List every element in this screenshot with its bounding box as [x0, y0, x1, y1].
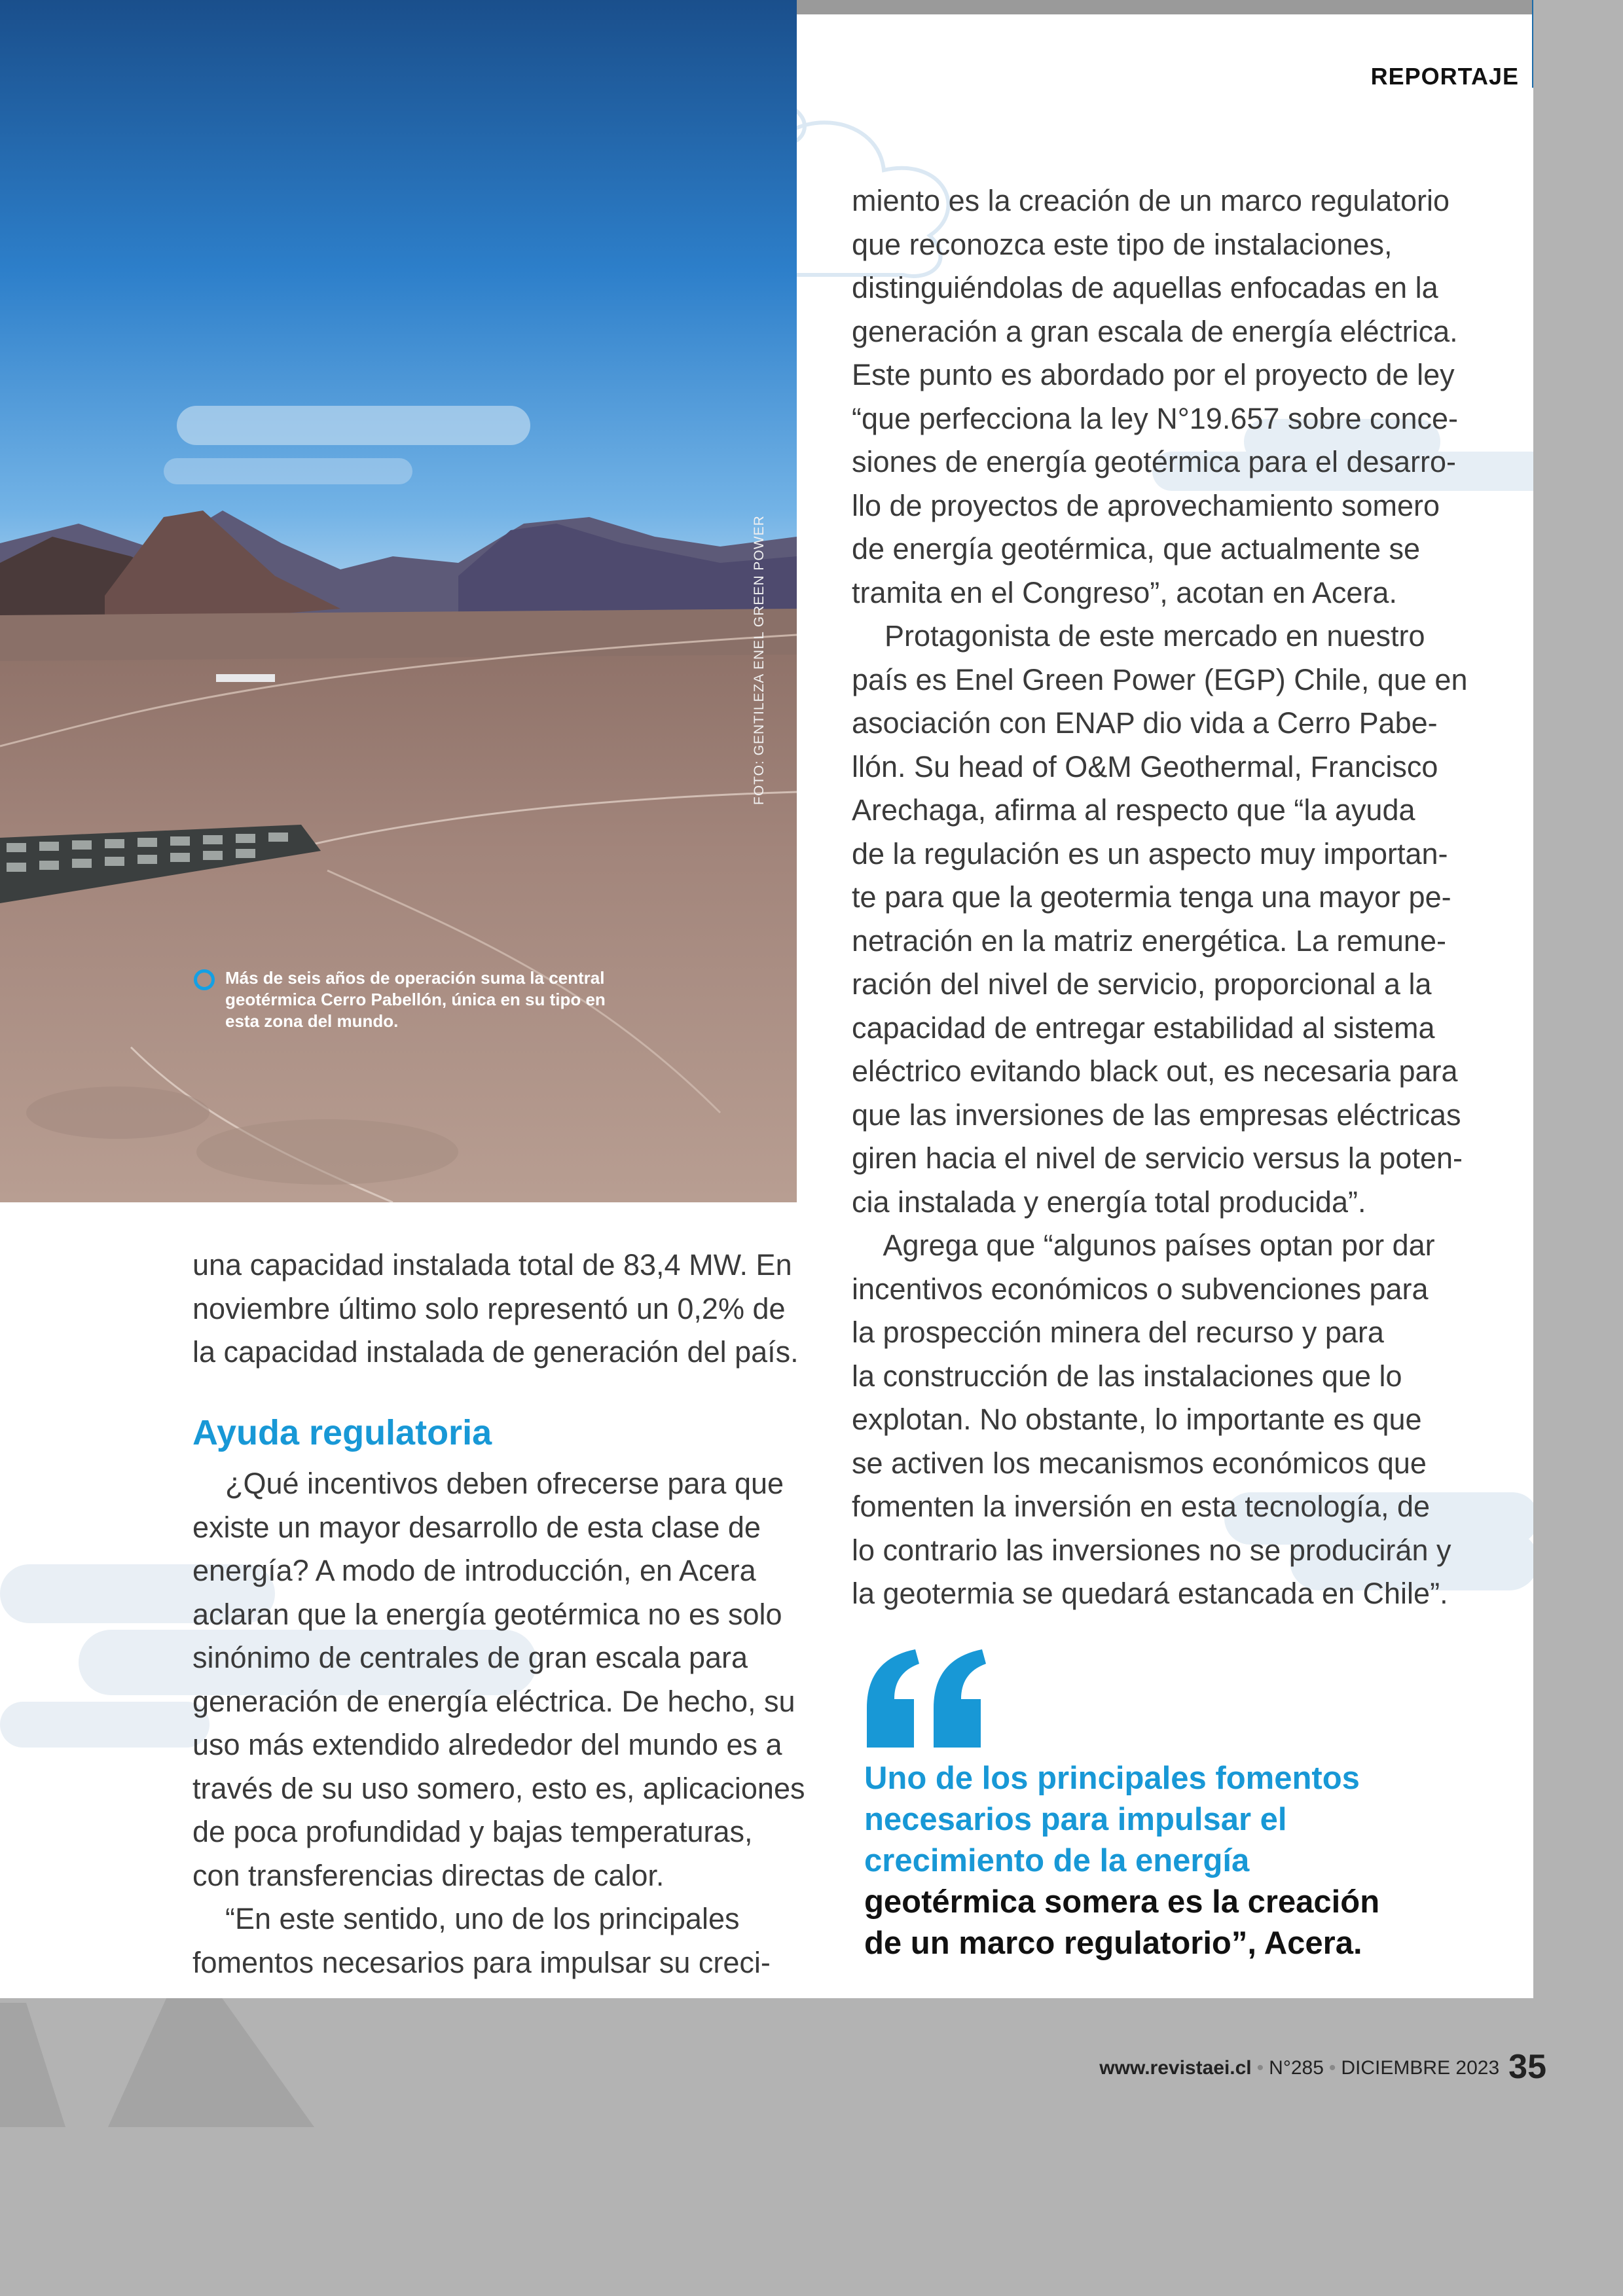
article-column-right: [852, 179, 1474, 1616]
caption-circle-icon: [194, 969, 215, 990]
section-label: REPORTAJE: [1370, 63, 1519, 90]
pull-quote-highlight: Uno de los principales fomentos necesarios para impulsar el crecimiento de la energía: [864, 1761, 1360, 1878]
subheading: Ayuda regulatoria: [192, 1413, 492, 1452]
page-footer: [1061, 2047, 1546, 2087]
photo-caption: Más de seis años de operación suma la central geotérmica Cerro Pabellón, única en su tipo en esta zona del mundo.: [225, 968, 606, 1031]
footer-issue: N°285: [1269, 2057, 1324, 2079]
article-text-left-intro: una capacidad instalada total de 83,4 MW. En noviembre último solo representó un 0,2% de la capacidad instalada de generación del país.: [192, 1248, 799, 1369]
footer-date: DICIEMBRE 2023: [1341, 2057, 1500, 2079]
article-text-left-body: ¿Qué incentivos deben ofrecerse para que existe un mayor desarrollo de esta clase de energía? A modo de introducción, en Acera aclaran que la energía geotérmica no es solo sinónimo de centrales de gran escala para generación de energía eléctrica. De hecho, su uso más extendido alrededor del mundo es a través de su uso somero, esto es, aplicaciones de poca profundidad y bajas temperaturas, con transferencias directas de calor. “En este sentido, uno de los principales fomentos necesarios para impulsar su creci-: [192, 1467, 805, 1979]
quote-mark-icon: [863, 1649, 994, 1761]
article-column-left-intro: [192, 1244, 801, 1374]
footer-separator: •: [1256, 2057, 1264, 2079]
pull-quote: [864, 1758, 1519, 1964]
article-text-right: miento es la creación de un marco regulatorio que reconozca este tipo de instalaciones, distinguiéndolas de aquellas enfocadas en la generación a gran escala de energía eléctrica. Este punto es abordado por el proyecto de ley “que perfecciona la ley N°19.657 sobre conce- siones de energía geotérmica para el desarro- llo de proyectos de aprovechamiento somero de energía geotérmica, que actualmente se tramita en el Congreso”, acotan en Acera. Protagonista de este mercado en nuestro país es Enel Green Power (EGP) Chile, que en asociación con ENAP dio vida a Cerro Pabe- llón. Su head of O&M Geothermal, Francisco Arechaga, afirma al respecto que “la ayuda de la regulación es un aspecto muy importan- te para que la geotermia tenga una mayor pe- netración en la matriz energética. La remune- ración del nivel de servicio, proporcional a la capacidad de entregar estabilidad al sistema eléctrico evitando black out, es necesaria para que las inversiones de las empresas eléctricas giren hacia el nivel de servicio versus la poten- cia instalada y energía total producida”. Agrega que “algunos países optan por dar incentivos económicos o subvenciones para la prospección minera del recurso y para la construcción de las instalaciones que lo explotan. No obstante, lo importante es que se activen los mecanismos económicos que fomenten la inversión en esta tecnología, de lo contrario las inversiones no se producirán y la geotermia se quedará estancada en Chile”.: [852, 184, 1468, 1610]
footer-separator: •: [1328, 2057, 1336, 2079]
pull-quote-rest: geotérmica somera es la creación de un marco regulatorio”, Acera.: [864, 1884, 1380, 1961]
landscape-photo: [0, 0, 797, 1202]
edge-marker: [1532, 0, 1533, 88]
page-number: 35: [1508, 2048, 1546, 2086]
photo-credit: FOTO: GENTILEZA ENEL GREEN POWER: [752, 515, 767, 805]
article-column-left-body: [192, 1462, 805, 1984]
footer-website: www.revistaei.cl: [1099, 2057, 1252, 2079]
